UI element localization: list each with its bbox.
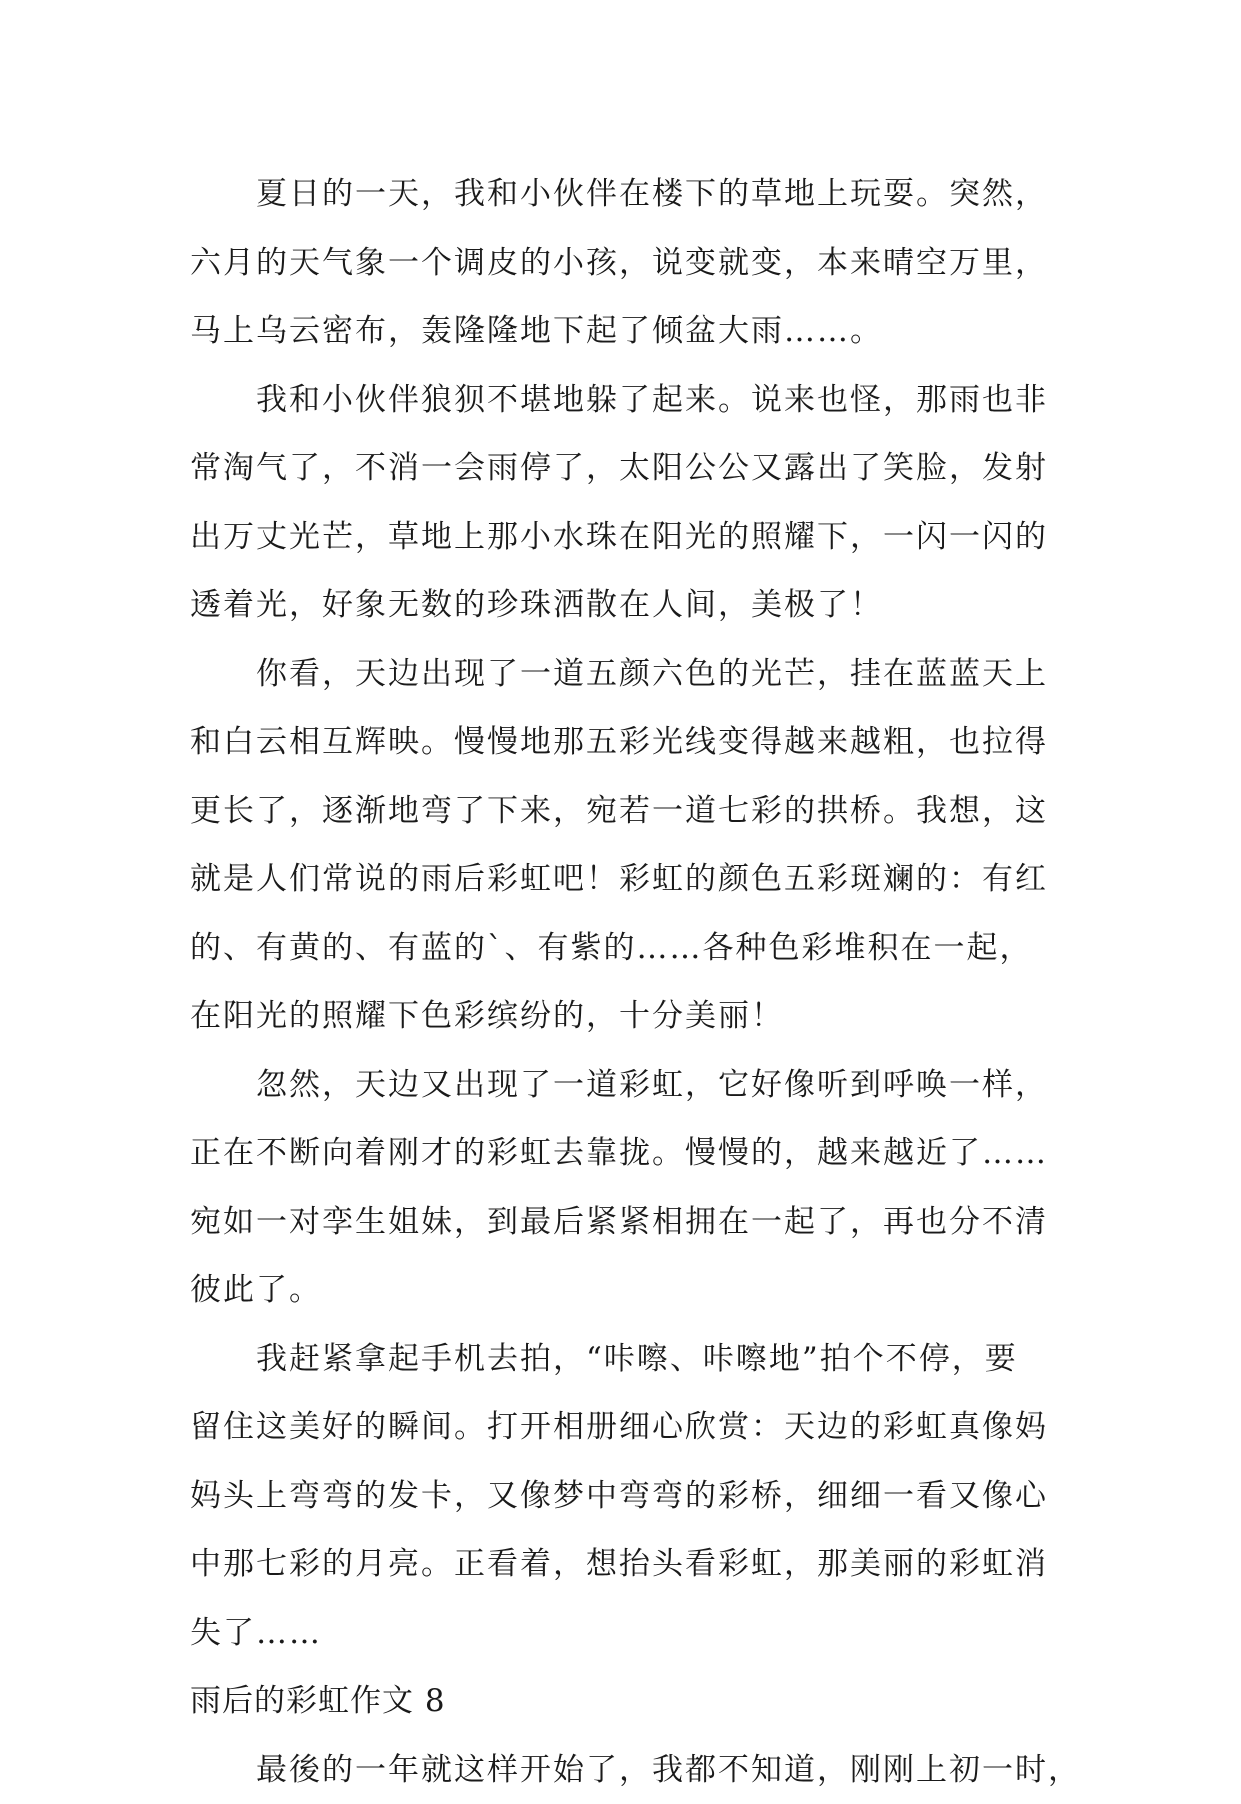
text-line: 出万丈光芒，草地上那小水珠在阳光的照耀下，一闪一闪的 [190,503,1070,572]
paragraph-next [190,1736,1070,1804]
text-line: 六月的天气象一个调皮的小孩，说变就变，本来晴空万里， [190,229,1070,298]
text-line: 在阳光的照耀下色彩缤纷的，十分美丽！ [190,982,1070,1051]
text-line: 和白云相互辉映。慢慢地那五彩光线变得越来越粗，也拉得 [190,708,1070,777]
text-line: 更长了，逐渐地弯了下来，宛若一道七彩的拱桥。我想，这 [190,777,1070,846]
text-line: 马上乌云密布，轰隆隆地下起了倾盆大雨……。 [190,297,1070,366]
paragraph-4 [190,1051,1070,1325]
text-line: 留住这美好的瞬间。打开相册细心欣赏：天边的彩虹真像妈 [190,1393,1070,1462]
text-line: 的、有黄的、有蓝的`、有紫的……各种色彩堆积在一起， [190,914,1070,983]
text-line: 失了…… [190,1599,1070,1668]
text-line: 我赶紧拿起手机去拍，“咔嚓、咔嚓地”拍个不停，要 [190,1325,1070,1394]
document-body [190,160,1070,1804]
text-line: 忽然，天边又出现了一道彩虹，它好像听到呼唤一样， [190,1051,1070,1120]
paragraph-3 [190,640,1070,1051]
text-line: 你看，天边出现了一道五颜六色的光芒，挂在蓝蓝天上 [190,640,1070,709]
text-line: 透着光，好象无数的珍珠洒散在人间，美极了！ [190,571,1070,640]
paragraph-2 [190,366,1070,640]
text-line: 妈头上弯弯的发卡，又像梦中弯弯的彩桥，细细一看又像心 [190,1462,1070,1531]
text-line: 我和小伙伴狼狈不堪地躲了起来。说来也怪，那雨也非 [190,366,1070,435]
paragraph-5 [190,1325,1070,1668]
paragraph-1 [190,160,1070,366]
section-heading: 雨后的彩虹作文 8 [190,1667,1070,1736]
text-line: 常淘气了，不消一会雨停了，太阳公公又露出了笑脸，发射 [190,434,1070,503]
text-line: 宛如一对孪生姐妹，到最后紧紧相拥在一起了，再也分不清 [190,1188,1070,1257]
text-line: 彼此了。 [190,1256,1070,1325]
text-line: 中那七彩的月亮。正看着，想抬头看彩虹，那美丽的彩虹消 [190,1530,1070,1599]
text-line: 夏日的一天，我和小伙伴在楼下的草地上玩耍。突然， [190,160,1070,229]
text-line: 最後的一年就这样开始了，我都不知道，刚刚上初一时， [190,1736,1070,1804]
text-line: 就是人们常说的雨后彩虹吧！彩虹的颜色五彩斑斓的：有红 [190,845,1070,914]
text-line: 正在不断向着刚才的彩虹去靠拢。慢慢的，越来越近了…… [190,1119,1070,1188]
